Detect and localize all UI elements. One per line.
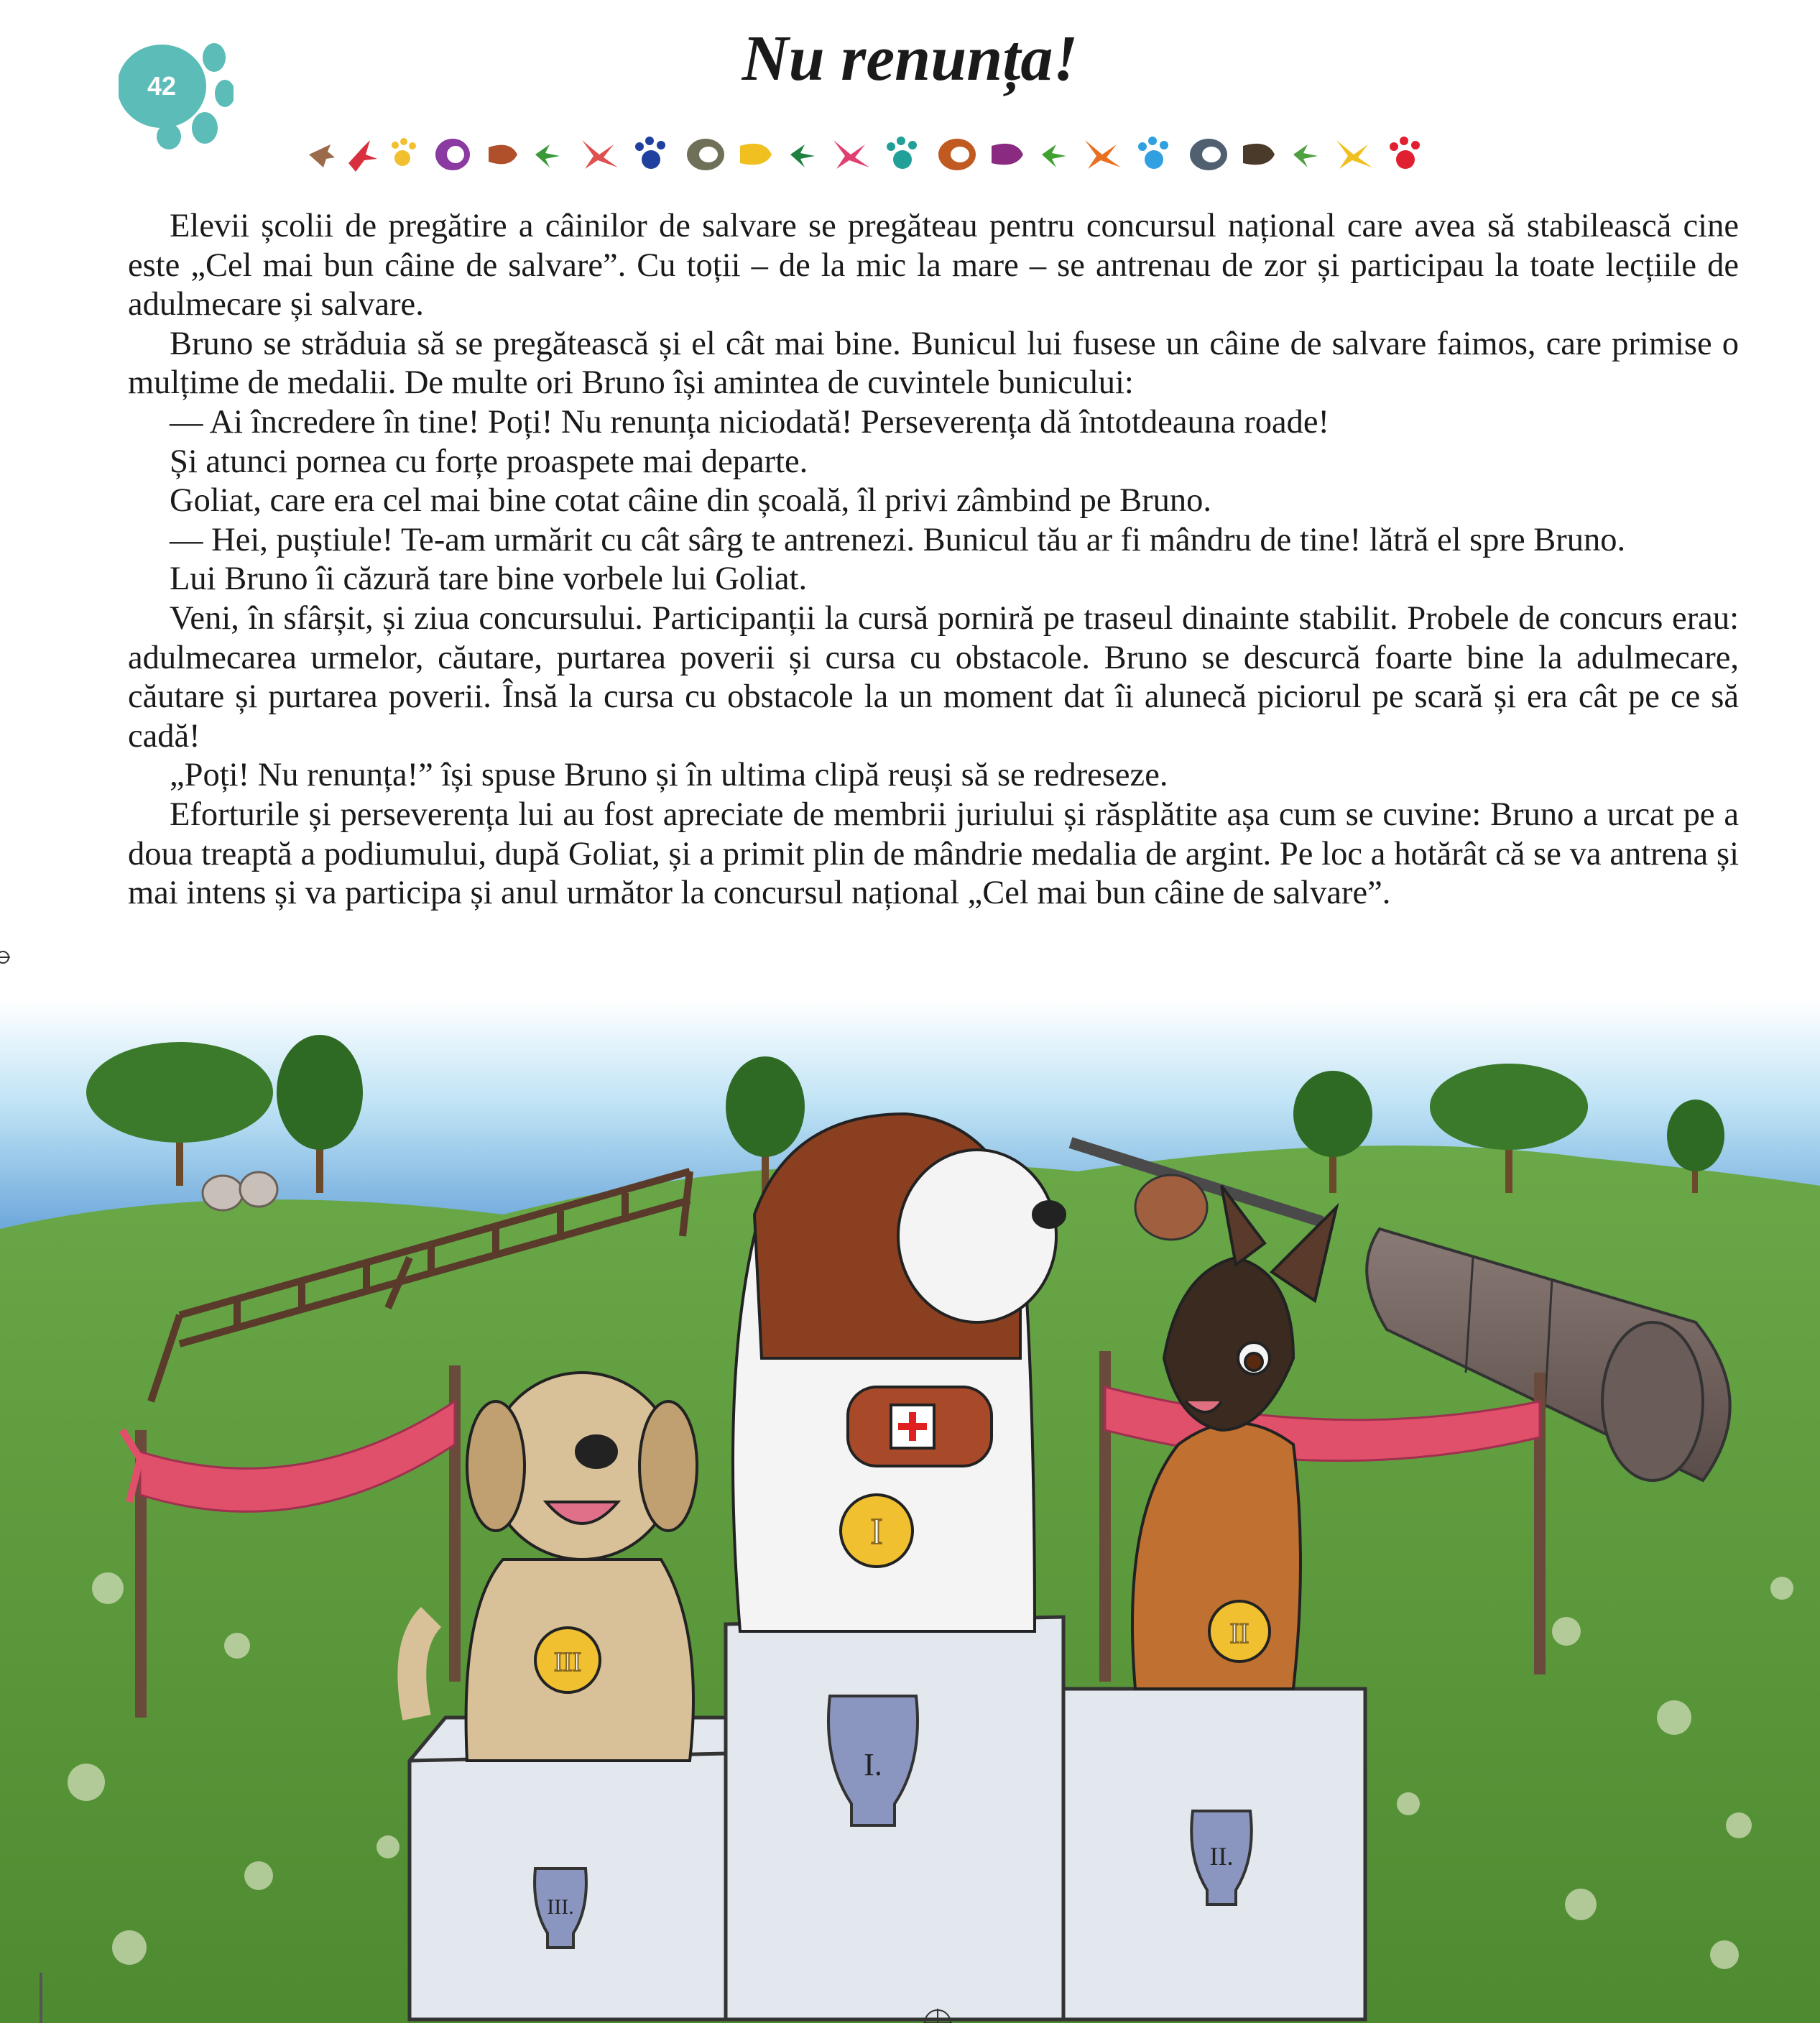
paw-track-icon [887,137,917,169]
bird-track-icon [535,144,560,167]
hoof-track-icon [435,139,470,170]
story-paragraph: Goliat, care era cel mai bine cotat câine din școală, îl privi zâmbind pe Bruno. [170,482,1211,520]
paw-track-icon [1390,137,1420,169]
animal-tracks-decoration [295,122,1559,187]
story-paragraph: „Poți! Nu renunța!” își spuse Bruno și în ultima clipă reuși să se redreseze. [170,757,1168,794]
hoof-track-icon [992,144,1023,165]
paw-track-icon [392,138,416,166]
bird-track-icon [1336,140,1372,169]
story-paragraph: Eforturile și perseverența lui au fost apreciate de membrii juriului și răsplătite așa cum se cuvine: Bruno a urcat pe a doua treaptă a podiumului, după Goliat, și a primit plin de mândrie medalia de argint. Pe loc a hotărât că se va antrena și mai intens și va participa și anul următor la concursul național „Cel mai bun câine de salvare”. [128,796,1739,912]
story-text [128,207,1739,913]
registration-target-icon [920,2005,956,2023]
story-paragraph: Și atunci pornea cu forțe proaspete mai departe. [170,443,808,480]
podium-label-third: III. [547,1895,574,1919]
paw-track-icon [635,137,665,169]
bird-track-icon [582,140,618,169]
bird-track-icon [348,140,377,172]
bird-track-icon [790,144,815,167]
page-edge-mark [40,1973,42,2023]
bird-track-icon [309,144,335,167]
podium-label-first: I. [864,1747,882,1782]
bird-track-icon [1085,140,1121,169]
hoof-track-icon [489,145,517,165]
medal-label-second: II [1229,1617,1249,1649]
bird-track-icon [1042,144,1066,167]
bird-track-icon [1293,144,1318,167]
story-paragraph: Elevii școlii de pregătire a câinilor de salvare se pregăteau pentru concursul național care avea să stabilească cine este „Cel mai bun câine de salvare”. Cu toții – de la mic la mare – se antrenau de zor și participau la toate lecțiile de adulmecare și salvare. [128,208,1739,323]
story-paragraph: — Hei, puștiule! Te-am urmărit cu cât sârg te antrenezi. Bunicul tău ar fi mândru de tine! lătră el spre Bruno. [170,521,1626,558]
story-paragraph: Lui Bruno îi căzură tare bine vorbele lui Goliat. [170,561,808,598]
registration-mark-icon [0,949,17,966]
page-number: 42 [147,71,177,101]
bird-track-icon [833,140,869,169]
medal-label-first: I [870,1511,883,1552]
dog-goliat-first-place [733,1114,1065,1631]
medal-label-third: III [554,1647,581,1677]
page-title: Nu renunța! [742,23,1078,94]
paw-track-icon [1138,137,1168,169]
story-paragraph: Veni, în sfârșit, și ziua concursului. Participanții la cursă porniră pe traseul dinainte stabilit. Probele de concurs erau: adulmecarea urmelor, căutare, purtarea poverii și cursa cu obstacole. Bruno se descurcă foarte bine la adulmecare, căutare și purtarea poverii. Însă la cursa cu obstacole la un moment dat îi alunecă piciorul pe scară și era cât pe ce să cadă! [128,599,1739,755]
hoof-track-icon [1243,144,1275,165]
hoof-track-icon [687,139,724,170]
hoof-track-icon [740,144,772,165]
podium-label-second: II. [1209,1842,1234,1871]
podium-illustration [0,999,1820,2023]
hoof-track-icon [938,139,976,170]
hoof-track-icon [1190,139,1227,170]
story-paragraph: Bruno se străduia să se pregătească și el cât mai bine. Bunicul lui fusese un câine de salvare faimos, care primise o mulțime de medalii. De multe ori Bruno își amintea de cuvintele bunicului: [128,325,1739,402]
story-paragraph: — Ai încredere în tine! Poți! Nu renunța niciodată! Perseverența dă întotdeauna roade! [170,403,1329,441]
